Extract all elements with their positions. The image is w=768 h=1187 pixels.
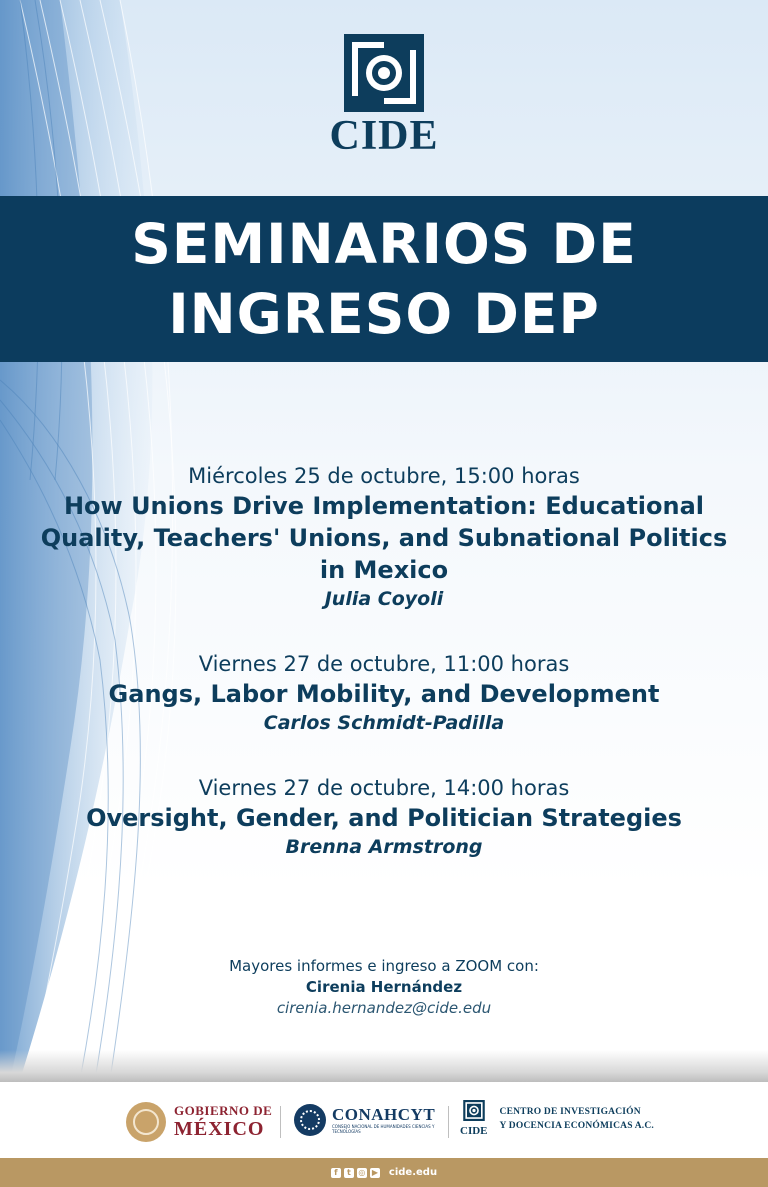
social-bar [0, 1158, 768, 1187]
event-item [40, 462, 728, 612]
divider [280, 1106, 281, 1138]
footer-fade [0, 1050, 768, 1082]
conahcyt-emblem-icon [294, 1104, 326, 1136]
facebook-icon[interactable]: f [331, 1168, 341, 1178]
gobierno-mexico-logo [126, 1102, 272, 1142]
twitter-icon[interactable]: t [344, 1168, 354, 1178]
contact-email[interactable]: cirenia.hernandez@cide.edu [276, 999, 492, 1017]
contact-name: Cirenia Hernández [305, 978, 463, 996]
event-title: How Unions Drive Implementation: Educational Quality, Teachers' Unions, and Subnational Politics in Mexico [40, 492, 728, 584]
cide-wordmark: CIDE [329, 113, 439, 159]
event-date: Miércoles 25 de octubre, 15:00 horas [188, 464, 580, 488]
conahcyt-logo [294, 1104, 442, 1136]
cide-footer-logo [460, 1100, 654, 1137]
event-date: Viernes 27 de octubre, 11:00 horas [198, 652, 570, 676]
gob-line2: MÉXICO [174, 1118, 265, 1140]
event-title: Oversight, Gender, and Politician Strategies [86, 804, 682, 832]
sponsor-footer [0, 1082, 768, 1158]
cide-logo [0, 34, 768, 158]
event-item [40, 650, 728, 736]
event-speaker: Carlos Schmidt-Padilla [263, 712, 505, 734]
event-title: Gangs, Labor Mobility, and Development [108, 680, 660, 708]
title-banner [0, 196, 768, 362]
youtube-icon[interactable]: ▶ [371, 1167, 378, 1177]
cide-fullname-line1: CENTRO DE INVESTIGACIÓN [499, 1106, 641, 1117]
cide-fullname-line2: Y DOCENCIA ECONÓMICAS A.C. [499, 1120, 655, 1131]
website-link[interactable]: cide.edu [388, 1167, 438, 1178]
event-speaker: Julia Coyoli [324, 588, 444, 610]
contact-intro: Mayores informes e ingreso a ZOOM con: [229, 957, 539, 975]
contact-info [0, 956, 768, 1019]
event-date: Viernes 27 de octubre, 14:00 horas [198, 776, 570, 800]
conahcyt-name: CONAHCYT [332, 1105, 436, 1124]
event-list [40, 462, 728, 898]
cide-emblem-icon [344, 34, 424, 112]
event-item [40, 774, 728, 860]
conahcyt-subtitle: CONSEJO NACIONAL DE HUMANIDADES CIENCIAS Y TECNOLOGÍAS [332, 1124, 435, 1134]
cide-small-wordmark: CIDE [460, 1125, 488, 1137]
gob-line1: GOBIERNO DE [174, 1103, 273, 1118]
page-title: SEMINARIOS DE INGRESO DEP [131, 212, 637, 346]
event-speaker: Brenna Armstrong [285, 836, 483, 858]
mexico-seal-icon [126, 1102, 166, 1142]
cide-emblem-icon [463, 1100, 485, 1121]
instagram-icon[interactable]: ◎ [358, 1167, 366, 1177]
divider [448, 1106, 449, 1138]
